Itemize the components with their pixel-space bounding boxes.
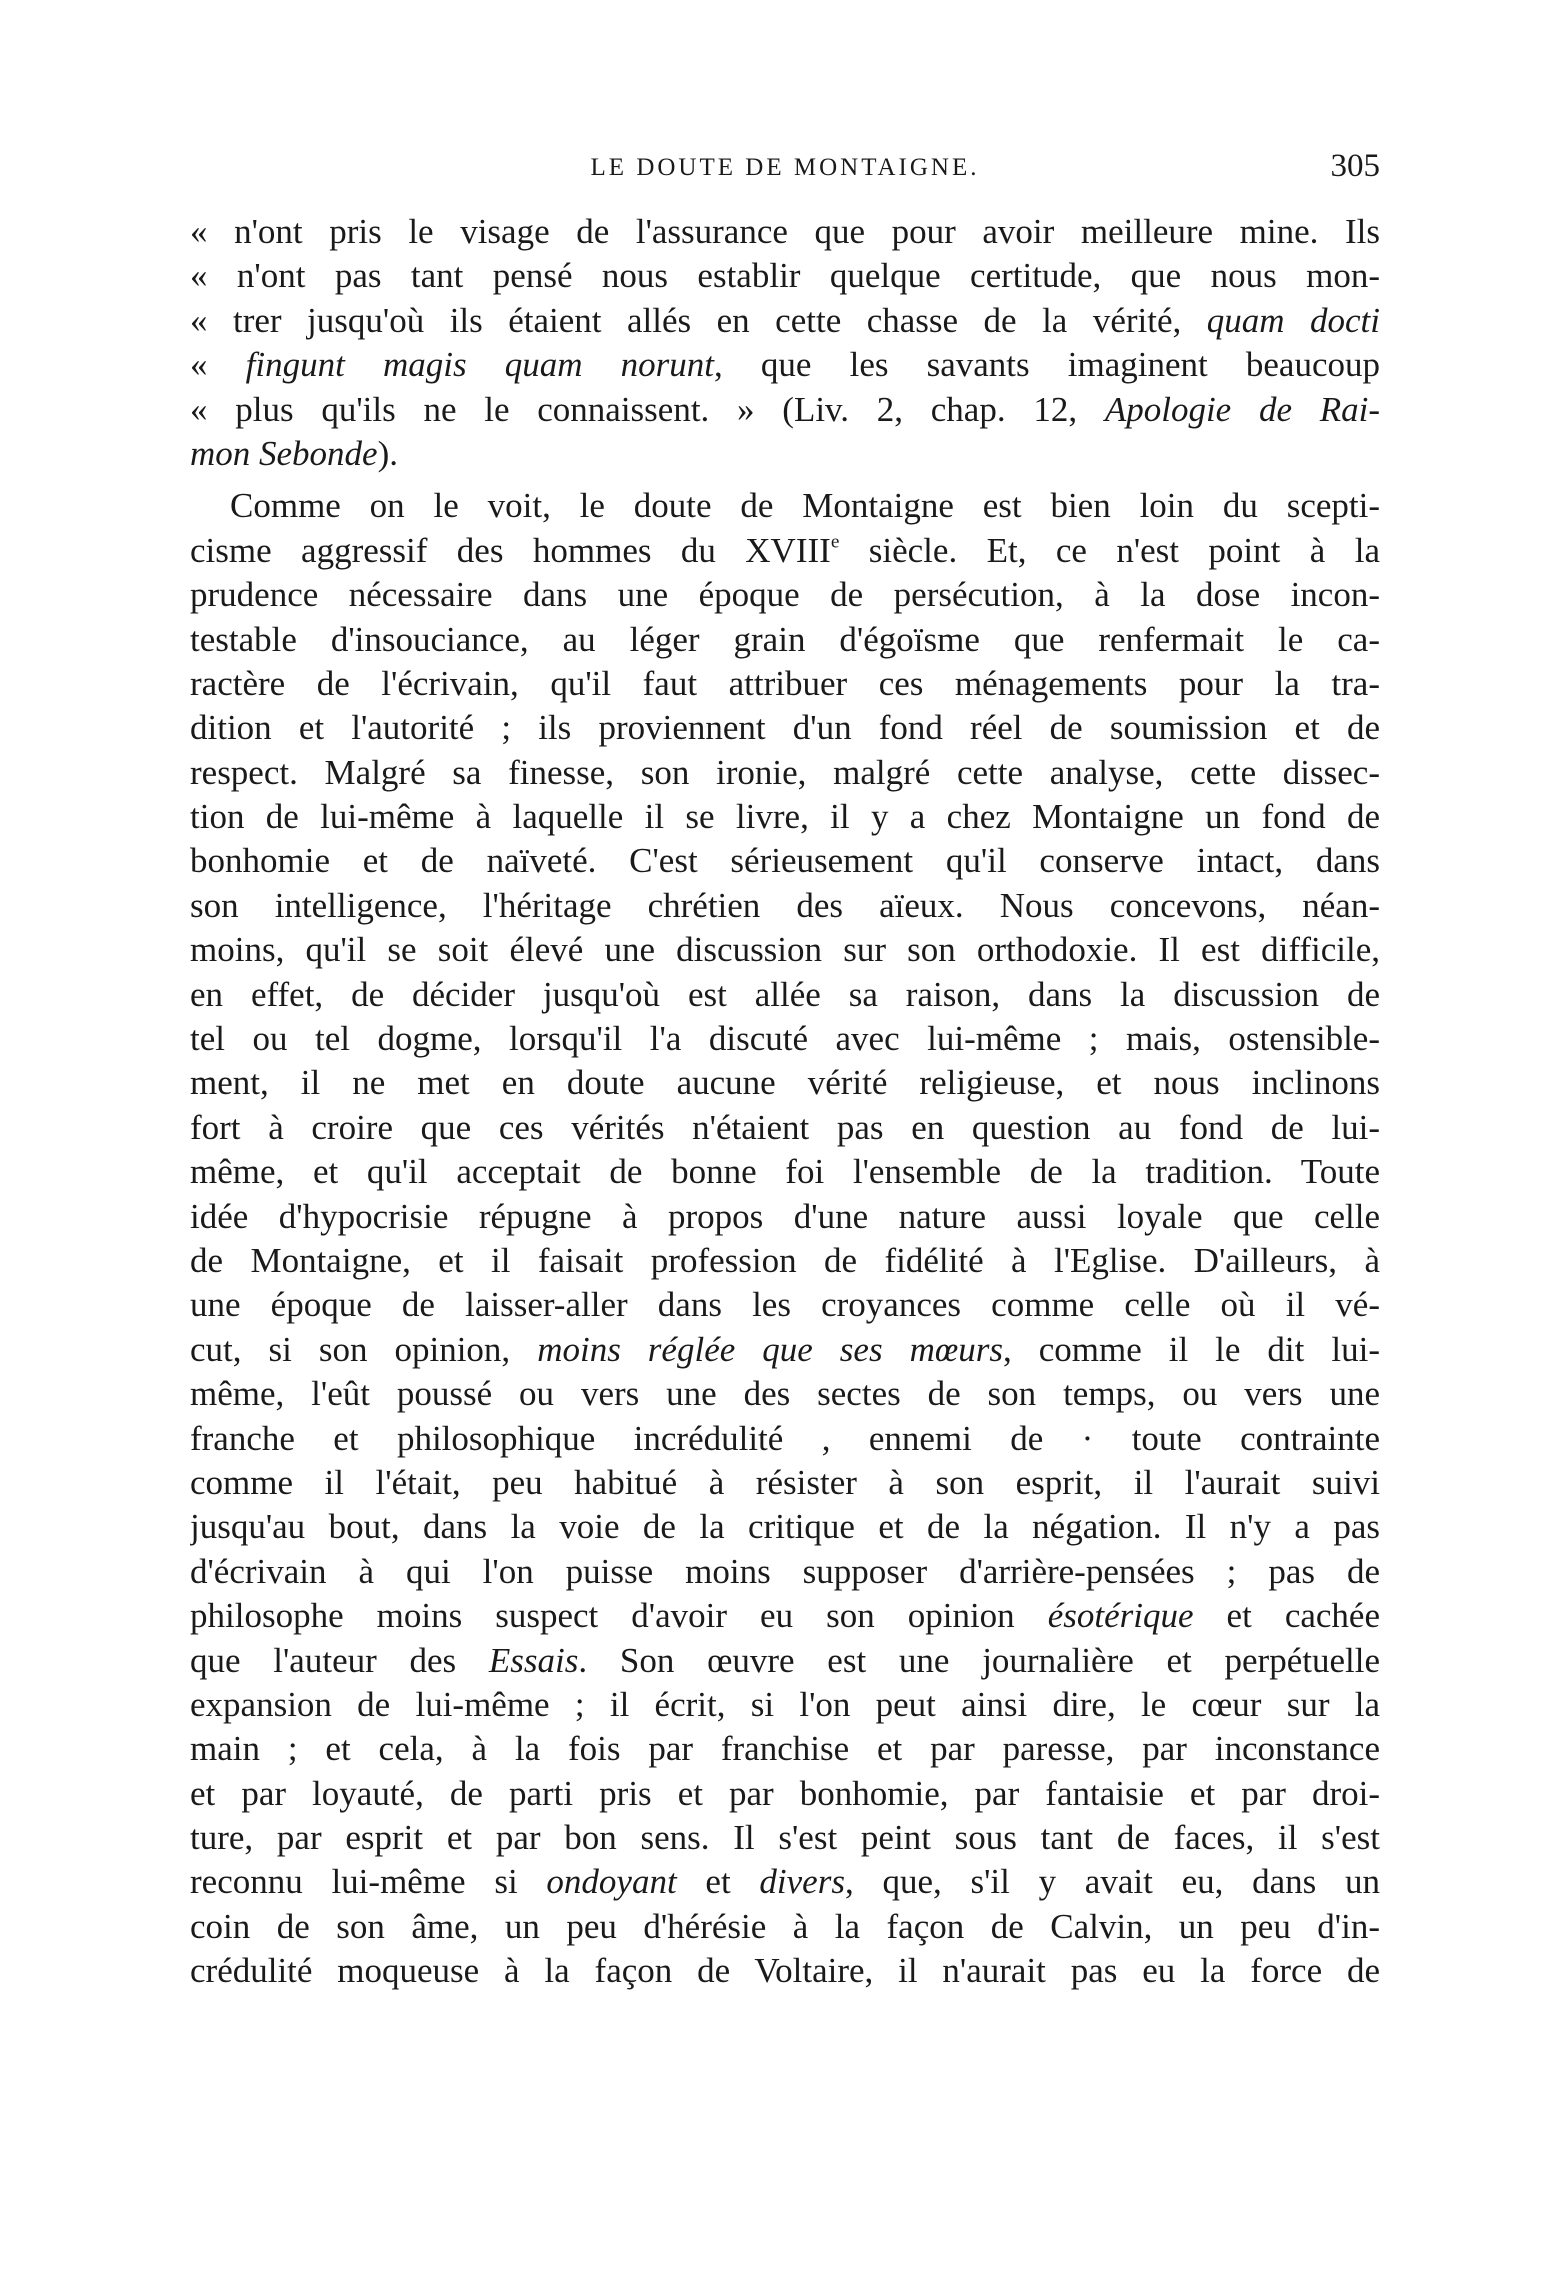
text-line: idée d'hypocrisie répugne à propos d'une nature aussi loyale que celle (190, 1196, 1380, 1236)
text-line: « plus qu'ils ne le connaissent. » (Liv. 2, chap. 12, Apologie de Rai- (190, 389, 1380, 429)
text-line: en effet, de décider jusqu'où est allée sa raison, dans la discussion de (190, 974, 1380, 1014)
text-line: « n'ont pas tant pensé nous establir quelque certitude, que nous mon- (190, 256, 1380, 296)
text-line: ment, il ne met en doute aucune vérité religieuse, et nous inclinons (190, 1063, 1380, 1103)
text-line: crédulité moqueuse à la façon de Voltaire, il n'aurait pas eu la force de (190, 1951, 1380, 1991)
italic-text: ondoyant (546, 1862, 677, 1902)
text-line: mon Sebonde). (190, 433, 399, 473)
text-line: respect. Malgré sa finesse, son ironie, malgré cette analyse, cette dissec- (190, 752, 1380, 792)
text-line: coin de son âme, un peu d'hérésie à la façon de Calvin, un peu d'in- (190, 1906, 1380, 1946)
text-line: une époque de laisser-aller dans les croyances comme celle où il vé- (190, 1285, 1380, 1325)
text-line: philosophe moins suspect d'avoir eu son opinion ésotérique et cachée (190, 1596, 1380, 1636)
italic-text: fingunt magis quam norunt (245, 345, 715, 385)
text-line: ture, par esprit et par bon sens. Il s'est peint sous tant de faces, il s'est (190, 1818, 1380, 1858)
italic-text: moins réglée que ses mœurs (537, 1329, 1003, 1369)
text-line: comme il l'était, peu habitué à résister à son esprit, il l'aurait suivi (190, 1462, 1380, 1502)
running-title: LE DOUTE DE MONTAIGNE. (590, 154, 980, 181)
text-line: cisme aggressif des hommes du XVIIIe siècle. Et, ce n'est point à la (190, 530, 1380, 570)
text-line: « fingunt magis quam norunt, que les savants imaginent beaucoup (190, 345, 1380, 385)
text-line: cut, si son opinion, moins réglée que ses mœurs, comme il le dit lui- (190, 1329, 1380, 1369)
text-line: « n'ont pris le visage de l'assurance que pour avoir meilleure mine. Ils (190, 212, 1380, 251)
body-text (190, 210, 1380, 1994)
text-line: tion de lui-même à laquelle il se livre, il y a chez Montaigne un fond de (190, 797, 1380, 837)
page-number: 305 (1330, 148, 1380, 184)
text-line: Comme on le voit, le doute de Montaigne est bien loin du scepti- (230, 486, 1380, 526)
text-line: « trer jusqu'où ils étaient allés en cette chasse de la vérité, quam docti (190, 300, 1380, 340)
italic-text: Apologie de Rai- (1104, 389, 1380, 429)
text-line: que l'auteur des Essais. Son œuvre est une journalière et perpétuelle (190, 1640, 1380, 1680)
text-line: prudence nécessaire dans une époque de persécution, à la dose incon- (190, 575, 1380, 615)
text-line: main ; et cela, à la fois par franchise et par paresse, par inconstance (190, 1729, 1380, 1769)
text-line: même, et qu'il acceptait de bonne foi l'ensemble de la tradition. Toute (190, 1152, 1380, 1192)
italic-text: quam docti (1206, 300, 1380, 340)
italic-text: mon Sebonde (190, 433, 378, 473)
superscript: e (830, 531, 840, 553)
italic-text: Essais (488, 1640, 579, 1680)
text-line: même, l'eût poussé ou vers une des sectes de son temps, ou vers une (190, 1374, 1380, 1414)
text-line: de Montaigne, et il faisait profession de fidélité à l'Eglise. D'ailleurs, à (190, 1240, 1380, 1280)
text-line: moins, qu'il se soit élevé une discussion sur son orthodoxie. Il est difficile, (190, 930, 1380, 970)
text-line: d'écrivain à qui l'on puisse moins supposer d'arrière-pensées ; pas de (190, 1551, 1380, 1591)
text-line: testable d'insouciance, au léger grain d'égoïsme que renfermait le ca- (190, 619, 1380, 659)
text-line: dition et l'autorité ; ils proviennent d'un fond réel de soumission et de (190, 708, 1380, 748)
main-paragraph (190, 484, 1380, 1993)
quotation-block (190, 210, 1380, 476)
text-line: fort à croire que ces vérités n'étaient pas en question au fond de lui- (190, 1107, 1380, 1147)
text-line: et par loyauté, de parti pris et par bonhomie, par fantaisie et par droi- (190, 1773, 1380, 1813)
text-line: ractère de l'écrivain, qu'il faut attribuer ces ménagements pour la tra- (190, 663, 1380, 703)
text-line: bonhomie et de naïveté. C'est sérieusement qu'il conserve intact, dans (190, 841, 1380, 881)
text-line: jusqu'au bout, dans la voie de la critique et de la négation. Il n'y a pas (190, 1507, 1380, 1547)
italic-text: ésotérique (1047, 1596, 1194, 1636)
text-line: tel ou tel dogme, lorsqu'il l'a discuté avec lui-même ; mais, ostensible- (190, 1019, 1380, 1059)
text-line: expansion de lui-même ; il écrit, si l'on peut ainsi dire, le cœur sur la (190, 1684, 1380, 1724)
text-line: reconnu lui-même si ondoyant et divers, que, s'il y avait eu, dans un (190, 1862, 1380, 1902)
page-header (190, 148, 1380, 188)
italic-text: divers (759, 1862, 845, 1902)
text-line: son intelligence, l'héritage chrétien des aïeux. Nous concevons, néan- (190, 885, 1380, 925)
text-line: franche et philosophique incrédulité , ennemi de · toute contrainte (190, 1418, 1380, 1458)
